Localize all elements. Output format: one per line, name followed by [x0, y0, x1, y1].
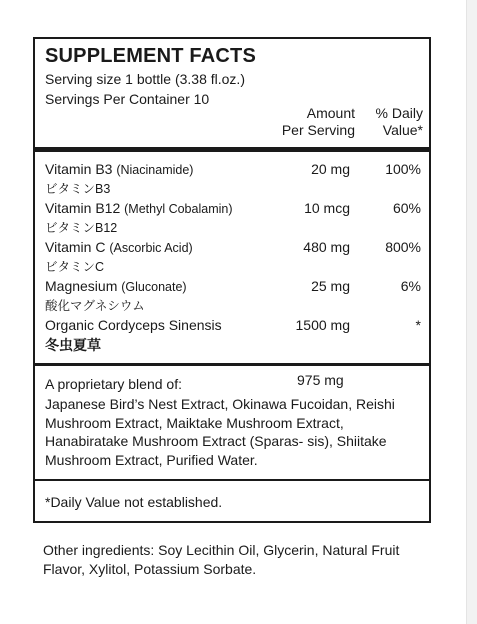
nutrient-amount: 20 mg — [311, 161, 350, 177]
daily-value-footnote: *Daily Value not established. — [45, 494, 223, 510]
facts-header — [35, 39, 429, 147]
nutrient-name: Vitamin B12 (Methyl Cobalamin) — [45, 200, 233, 216]
nutrient-name: Magnesium (Gluconate) — [45, 278, 187, 294]
facts-title: SUPPLEMENT FACTS — [45, 45, 256, 67]
serving-size: Serving size 1 bottle (3.38 fl.oz.) — [45, 71, 245, 87]
nutrient-row-vitamin-c — [35, 237, 429, 276]
blend-divider — [35, 363, 429, 366]
nutrient-name: Vitamin C (Ascorbic Acid) — [45, 239, 193, 255]
nutrient-daily-value: 60% — [392, 200, 421, 216]
nutrient-name-jp: ビタミンC — [45, 260, 105, 274]
other-ingredients: Other ingredients: Soy Lecithin Oil, Glycerin, Natural Fruit Flavor, Xylitol, Potassium Sorbate. — [43, 542, 400, 577]
supplement-facts-panel — [33, 37, 431, 523]
nutrient-amount: 480 mg — [303, 239, 350, 255]
header-divider — [35, 147, 429, 152]
nutrient-row-cordyceps — [35, 315, 429, 354]
blend-amount: 975 mg — [297, 372, 344, 388]
nutrient-daily-value: 100% — [385, 161, 421, 177]
nutrient-name-jp: ビタミンB12 — [45, 221, 118, 235]
nutrient-amount: 10 mcg — [304, 200, 350, 216]
proprietary-blend — [45, 372, 425, 469]
nutrient-name: Vitamin B3 (Niacinamide) — [45, 161, 194, 177]
blend-label: A proprietary blend of: — [45, 376, 182, 392]
nutrient-row-vitamin-b12 — [35, 198, 429, 237]
nutrient-name-jp: ビタミンB3 — [45, 182, 111, 196]
nutrient-name-jp: 冬虫夏草 — [45, 337, 101, 353]
scrollbar-track — [466, 0, 477, 624]
nutrient-amount: 25 mg — [311, 278, 350, 294]
nutrient-name-jp: 酸化マグネシウム — [45, 299, 145, 313]
blend-ingredients: Japanese Bird’s Nest Extract, Okinawa Fucoidan, Reishi Mushroom Extract, Maiktake Mushroom Extract, Hanabiratake Mushroom Extract (Sparas- sis), Shiitake Mushroom Extract, Purified Water. — [45, 396, 395, 468]
nutrient-daily-value: * — [415, 317, 421, 333]
nutrient-amount: 1500 mg — [295, 317, 350, 333]
nutrient-daily-value: 6% — [400, 278, 421, 294]
nutrient-row-vitamin-b3 — [35, 159, 429, 198]
nutrient-row-magnesium — [35, 276, 429, 315]
nutrient-daily-value: 800% — [385, 239, 421, 255]
servings-per-container: Servings Per Container 10 — [45, 91, 210, 107]
nutrient-list — [35, 159, 429, 354]
nutrient-name: Organic Cordyceps Sinensis — [45, 317, 222, 333]
amount-column-header: Amount Per Serving — [281, 105, 355, 138]
footnote-divider — [35, 479, 429, 481]
daily-value-column-header: % Daily Value* — [375, 105, 423, 138]
